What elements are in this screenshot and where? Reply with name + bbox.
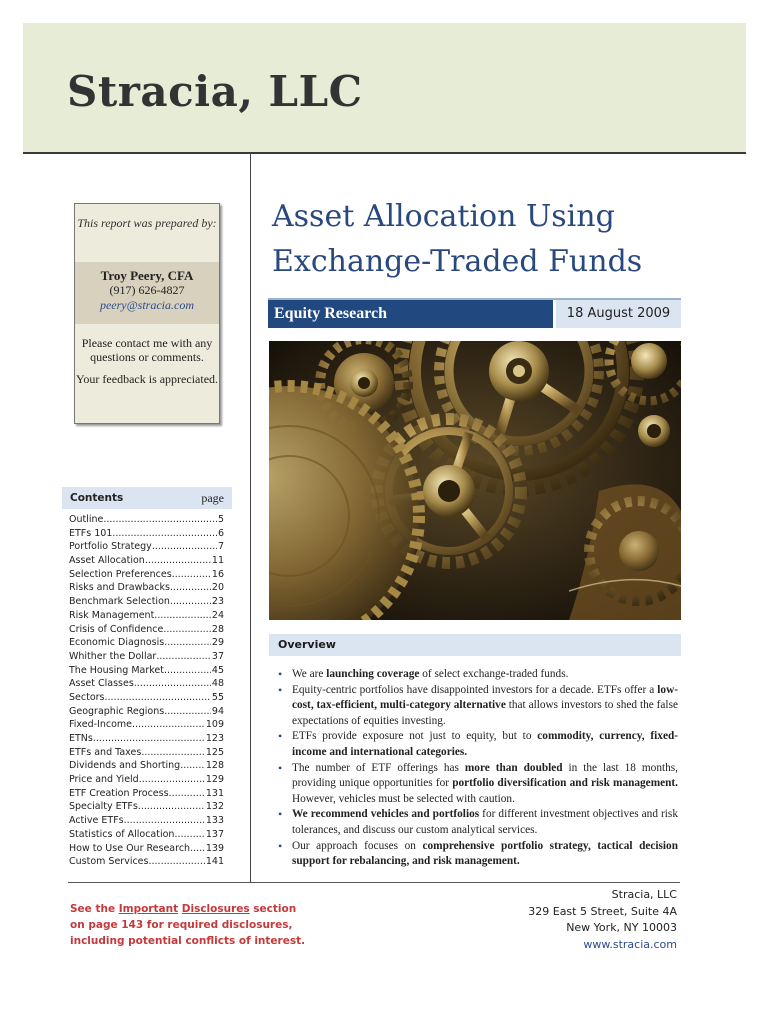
toc-leader <box>93 732 205 746</box>
toc-item[interactable] <box>69 814 224 828</box>
toc-item-title: Risk Management <box>69 609 155 621</box>
toc-item[interactable] <box>69 705 224 719</box>
bullet-emphasis: more than doubled <box>464 761 563 774</box>
website-link[interactable]: www.stracia.com <box>583 937 677 951</box>
toc-item[interactable] <box>69 787 224 801</box>
toc-item-title: Risks and Drawbacks <box>69 582 170 594</box>
toc-item[interactable] <box>69 718 224 732</box>
bullet-text: that allows investors to shed the false expectations of equities investing. <box>292 699 678 727</box>
toc-item-title: The Housing Market <box>69 664 164 676</box>
toc-item-title: Portfolio Strategy <box>69 541 152 553</box>
bullet-text: However, vehicles must be selected with caution. <box>292 792 515 805</box>
toc-leader <box>154 609 211 623</box>
toc-item[interactable] <box>69 650 224 664</box>
toc-item[interactable] <box>69 581 224 595</box>
toc-item-page: 37 <box>211 650 224 662</box>
toc-item-title: Asset Classes <box>69 678 134 690</box>
toc-item[interactable] <box>69 664 224 678</box>
bullet-text: ETFs provide exposure not just to equity, but to <box>292 730 538 743</box>
bullet-emphasis: launching coverage <box>326 668 420 680</box>
toc-item[interactable] <box>69 677 224 691</box>
toc-item-page: 139 <box>205 842 224 854</box>
toc-leader <box>170 595 211 609</box>
toc-item-title: ETFs and Taxes <box>69 746 142 758</box>
toc-leader <box>103 513 217 527</box>
address-street: 329 East 5 Street, Suite 4A <box>528 904 677 918</box>
toc-item-page: 109 <box>205 719 224 731</box>
column-divider <box>250 153 251 882</box>
toc-leader <box>156 650 211 664</box>
toc-item[interactable] <box>69 842 224 856</box>
toc-item-page: 125 <box>205 746 224 758</box>
toc-item[interactable] <box>69 609 224 623</box>
toc-item-title: How to Use Our Research <box>69 842 191 854</box>
company-address <box>528 887 677 953</box>
bullet-text: Equity-centric portfolios have disappointed investors for a decade. ETFs offer a <box>292 683 658 696</box>
toc-leader <box>164 705 211 719</box>
bullet-emphasis: comprehensive portfolio strategy, tactical decision support for rebalancing, and risk management. <box>292 839 678 868</box>
toc-item[interactable] <box>69 759 224 773</box>
toc-item[interactable] <box>69 623 224 637</box>
toc-leader <box>124 814 205 828</box>
toc-item-title: ETFs 101 <box>69 527 113 539</box>
toc-item[interactable] <box>69 568 224 582</box>
feedback-note: Your feedback is appreciated. <box>75 372 219 386</box>
prepared-by-intro: This report was prepared by: <box>77 216 217 230</box>
contact-note: Please contact me with any questions or comments. <box>81 336 213 364</box>
toc-item-page: 11 <box>211 555 224 567</box>
toc-item[interactable] <box>69 732 224 746</box>
toc-leader <box>170 581 211 595</box>
overview-bullets <box>276 667 678 870</box>
bullet-text: for different investment objectives and risk tolerances, and discuss our custom analytical services. <box>292 808 678 836</box>
toc-item-page: 6 <box>217 527 224 539</box>
disclosure-notice: See the Important Disclosures section on page 143 for required disclosures, including potential conflicts of interest. <box>70 903 306 947</box>
toc-item-page: 132 <box>205 801 224 813</box>
toc-item[interactable] <box>69 595 224 609</box>
toc-item-title: Outline <box>69 514 104 525</box>
toc-item-title: Dividends and Shorting <box>69 760 181 772</box>
bullet-emphasis: We recommend vehicles and portfolios <box>292 808 480 821</box>
toc-item[interactable] <box>69 800 224 814</box>
bullet-text: The number of ETF offerings has <box>292 761 465 774</box>
toc-item-title: Whither the Dollar <box>69 650 157 662</box>
toc-leader <box>164 636 211 650</box>
toc-item[interactable] <box>69 540 224 554</box>
toc-item-page: 128 <box>205 760 224 772</box>
report-date: 18 August 2009 <box>556 300 681 328</box>
disclosures-link[interactable]: Disclosures <box>181 903 250 915</box>
header-banner <box>23 23 746 154</box>
overview-heading: Overview <box>269 634 681 656</box>
toc-item-page: 45 <box>211 664 224 676</box>
overview-bullet <box>276 761 678 808</box>
address-city: New York, NY 10003 <box>566 921 677 934</box>
report-title <box>272 194 692 284</box>
report-title-line1: Asset Allocation Using <box>272 199 615 234</box>
report-category: Equity Research <box>268 300 553 328</box>
toc-item-page: 129 <box>205 774 224 786</box>
author-phone: (917) 626-4827 <box>109 283 185 297</box>
overview-bullet <box>276 839 678 870</box>
toc-item-title: Statistics of Allocation <box>69 828 175 840</box>
toc-leader <box>148 855 204 869</box>
toc-list <box>62 509 232 869</box>
toc-item[interactable] <box>69 513 224 527</box>
toc-item-title: Price and Yield <box>69 774 139 786</box>
bullet-text: We are <box>292 668 327 680</box>
toc-leader <box>145 554 211 568</box>
overview-bullet <box>276 807 678 838</box>
toc-item-page: 7 <box>217 541 224 553</box>
toc-item-page: 55 <box>211 691 224 703</box>
toc-item-title: Economic Diagnosis <box>69 637 165 649</box>
important-link[interactable]: Important <box>118 903 179 915</box>
author-email-link[interactable]: peery@stracia.com <box>99 298 194 312</box>
overview-bullet <box>276 683 678 730</box>
toc-leader <box>138 800 205 814</box>
toc-item-title: ETNs <box>69 733 93 744</box>
toc-item-page: 24 <box>211 609 224 621</box>
toc-item[interactable] <box>69 636 224 650</box>
toc-item-title: Asset Allocation <box>69 555 145 567</box>
toc-item-title: Sectors <box>69 691 105 703</box>
author-block <box>75 262 219 324</box>
toc-leader <box>174 828 204 842</box>
toc-item-page: 94 <box>211 705 224 717</box>
company-title: Stracia, LLC <box>67 67 363 116</box>
report-title-line2: Exchange-Traded Funds <box>272 244 643 279</box>
footer-divider <box>68 882 680 883</box>
toc-item[interactable] <box>69 554 224 568</box>
toc-item[interactable] <box>69 691 224 705</box>
address-company: Stracia, LLC <box>611 888 677 901</box>
toc-item-page: 29 <box>211 637 224 649</box>
toc-item-page: 123 <box>205 733 224 744</box>
bullet-text: Our approach focuses on <box>292 839 423 852</box>
toc-item-title: Specialty ETFs <box>69 801 138 813</box>
toc-leader <box>163 623 211 637</box>
toc-item-page: 48 <box>211 678 224 690</box>
toc-item-title: Crisis of Confidence <box>69 623 164 635</box>
toc-item-title: Benchmark Selection <box>69 596 170 608</box>
toc-item-page: 23 <box>211 596 224 608</box>
toc-item-page: 133 <box>205 815 224 827</box>
toc-leader <box>141 746 205 760</box>
toc-item-title: Custom Services <box>69 856 149 868</box>
toc-item-title: Selection Preferences <box>69 568 172 580</box>
toc-leader <box>132 718 205 732</box>
bullet-emphasis: portfolio diversification and risk management. <box>452 777 678 790</box>
toc-item[interactable] <box>69 828 224 842</box>
toc-item[interactable] <box>69 773 224 787</box>
bullet-text: of select exchange-traded funds. <box>419 668 569 680</box>
toc-page-label: page <box>201 490 224 505</box>
toc-item-page: 28 <box>211 623 224 635</box>
table-of-contents <box>62 487 232 869</box>
report-meta-bar <box>268 298 681 330</box>
overview-bullet <box>276 729 678 760</box>
toc-leader <box>134 677 211 691</box>
toc-item-page: 131 <box>205 787 224 799</box>
toc-header <box>62 487 232 509</box>
gears-photo <box>269 341 681 620</box>
overview-bullet <box>276 667 678 683</box>
toc-item-title: Geographic Regions <box>69 705 165 717</box>
toc-leader <box>112 527 217 541</box>
author-name: Troy Peery, CFA <box>100 268 194 283</box>
prepared-by-box <box>74 203 220 424</box>
toc-leader <box>180 759 205 773</box>
bullet-text: in the last 18 months, providing unique opportunities for <box>292 761 678 790</box>
toc-item-title: Active ETFs <box>69 815 124 827</box>
toc-item-title: Fixed-Income <box>69 719 133 731</box>
bullet-emphasis: low-cost, tax-efficient, multi-category alternative <box>292 683 678 712</box>
toc-leader <box>152 540 217 554</box>
toc-item-page: 137 <box>205 828 224 840</box>
bullet-emphasis: commodity, currency, fixed-income and international categories. <box>292 730 679 758</box>
toc-item[interactable] <box>69 746 224 760</box>
toc-item-title: ETF Creation Process <box>69 787 169 799</box>
toc-leader <box>139 773 205 787</box>
toc-leader <box>164 664 211 678</box>
toc-leader <box>190 842 205 856</box>
toc-item-page: 16 <box>211 568 224 580</box>
toc-leader <box>172 568 211 582</box>
toc-item-page: 141 <box>205 856 224 868</box>
toc-item[interactable] <box>69 855 224 869</box>
contact-notes <box>75 324 219 386</box>
toc-leader <box>105 691 211 705</box>
toc-item-page: 20 <box>211 582 224 594</box>
toc-item-page: 5 <box>217 514 224 525</box>
toc-leader <box>169 787 205 801</box>
toc-title: Contents <box>70 492 124 504</box>
toc-item[interactable] <box>69 527 224 541</box>
